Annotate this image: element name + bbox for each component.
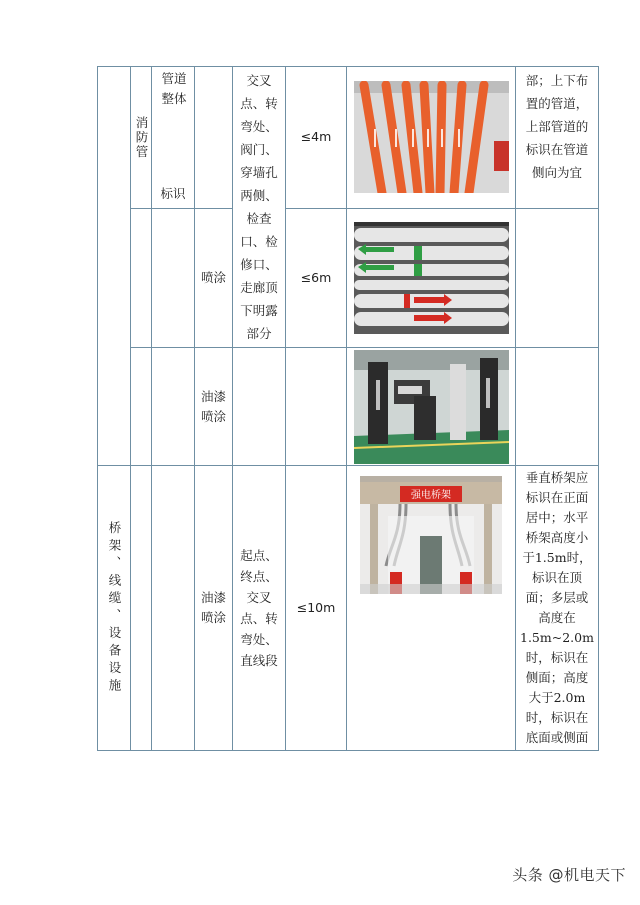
note-cell-bridge [516, 466, 599, 751]
method-cell-spray [195, 208, 233, 347]
method-cell-empty [195, 67, 233, 209]
blank-cell [233, 348, 286, 466]
photo-cell-cable-tray [347, 466, 516, 751]
method-spray: 喷涂 [200, 269, 226, 285]
method-cell-oil-spray [195, 348, 233, 466]
location-label: 标识 [160, 185, 186, 201]
blank-cell [152, 348, 195, 466]
cable-tray-sign-text: 强电桥架 [411, 490, 451, 501]
photo-cell-red-pipes [347, 67, 516, 209]
location-cell [152, 67, 195, 209]
note-text-bridge: 垂直桥架应标识在正面居中；水平桥架高度小于1.5m时，标识在顶面；多层或高度在1.5m~2.0m时，标识在侧面；高度大于2.0m时，标识在底面或侧面 [520, 470, 594, 745]
blank-cell [131, 348, 152, 466]
method-oil-spray: 油漆喷涂 [201, 388, 227, 424]
photo-cell-parking [347, 348, 516, 466]
note-text-fire: 部；上下布置的管道，上部管道的标识在管道侧向为宜 [525, 73, 589, 180]
blank-cell [516, 348, 599, 466]
table-row [98, 348, 599, 466]
blank-cell [131, 208, 152, 347]
blank-cell [152, 208, 195, 347]
location-whole-pipe: 管道整体 [161, 71, 187, 106]
positions-cell-bridge [233, 466, 286, 751]
category-bridge-cable-equipment: 桥架、线缆、设备设施 [107, 520, 122, 696]
method-oil-spray-bridge: 油漆喷涂 [201, 590, 227, 625]
distance-4m: ≤4m [300, 129, 332, 145]
photo-grey-pipes-with-labels [354, 222, 509, 334]
method-cell-bridge [195, 466, 233, 751]
identification-spec-table [97, 66, 599, 751]
photo-parking-ducts [354, 350, 509, 464]
distance-10m: ≤10m [296, 600, 336, 615]
table-row [98, 466, 599, 751]
distance-cell-10m [286, 466, 347, 751]
blank-cell [131, 466, 152, 751]
positions-text-bridge: 起点、终点、交叉点、转弯处、直线段 [240, 548, 278, 668]
distance-6m: ≤6m [300, 269, 332, 285]
category-cell-bridge [98, 466, 131, 751]
blank-cell [98, 67, 131, 466]
table-row [98, 67, 599, 209]
photo-red-fire-pipes [354, 81, 509, 193]
distance-cell-6m [286, 208, 347, 347]
positions-cell-fire [233, 67, 286, 348]
table-row [98, 208, 599, 347]
blank-cell [516, 208, 599, 347]
photo-cell-grey-pipes [347, 208, 516, 347]
blank-cell [286, 348, 347, 466]
photo-strong-current-cable-tray [360, 476, 502, 594]
category-fire-pipe: 消防管 [134, 115, 149, 160]
watermark: 头条 @机电天下 [512, 866, 626, 884]
category-cell-fire [131, 67, 152, 209]
note-cell-fire [516, 67, 599, 209]
distance-cell-4m [286, 67, 347, 209]
blank-cell [152, 466, 195, 751]
positions-text-fire: 交叉点、转弯处、阀门、穿墙孔两侧、检查口、检修口、走廊顶下明露部分 [240, 73, 278, 341]
